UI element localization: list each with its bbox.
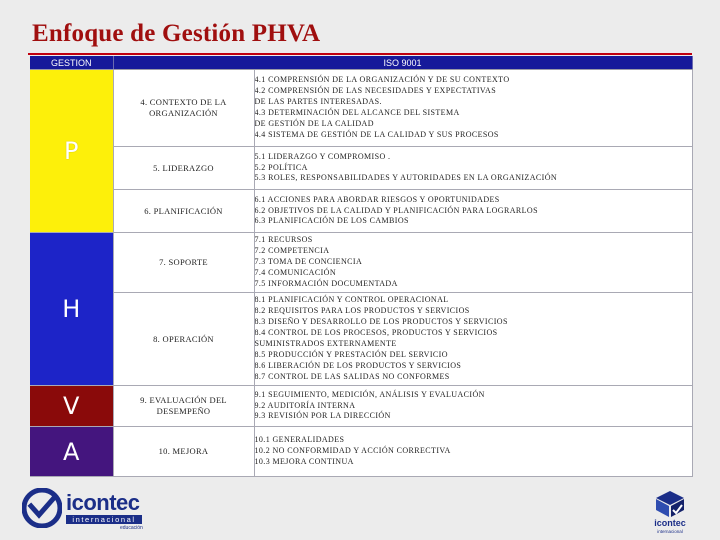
- item-line: 8.5 PRODUCCIÓN Y PRESTACIÓN DEL SERVICIO: [254, 349, 448, 359]
- table-row: [30, 147, 692, 190]
- clause-cell: 4. CONTEXTO DE LA ORGANIZACIÓN: [113, 70, 254, 147]
- phva-table: [30, 56, 693, 477]
- header-gestion: GESTION: [30, 56, 113, 70]
- item-line: 8.6 LIBERACIÓN DE LOS PRODUCTOS Y SERVICIOS: [254, 360, 462, 370]
- item-line: 9.2 AUDITORÍA INTERNA: [254, 400, 356, 410]
- clause-cell: 9. EVALUACIÓN DEL DESEMPEÑO: [113, 386, 254, 427]
- items-cell: [254, 190, 692, 233]
- item-line: DE GESTIÓN DE LA CALIDAD: [254, 118, 374, 128]
- items-cell: [254, 427, 692, 477]
- table-row: [30, 190, 692, 233]
- item-line: 6.3 PLANIFICACIÓN DE LOS CAMBIOS: [254, 216, 409, 226]
- logo-tagline: educación: [120, 525, 143, 531]
- clause-cell: 7. SOPORTE: [113, 233, 254, 293]
- icontec-logo-right: [648, 490, 692, 536]
- item-line: 4.1 COMPRENSIÓN DE LA ORGANIZACIÓN Y DE SU CONTEXTO: [254, 75, 510, 85]
- item-line: 7.3 TOMA DE CONCIENCIA: [254, 257, 363, 267]
- item-line: 4.2 COMPRENSIÓN DE LAS NECESIDADES Y EXPECTATIVAS: [254, 86, 497, 96]
- phase-p-cell: P: [30, 70, 113, 233]
- icontec-logo-left: [22, 488, 142, 534]
- icontec-mark-icon: [22, 488, 62, 528]
- items-cell: [254, 70, 692, 147]
- phase-h-cell: H: [30, 233, 113, 386]
- phase-a-cell: A: [30, 427, 113, 477]
- items-cell: [254, 233, 692, 293]
- item-line: 5.2 POLÍTICA: [254, 162, 308, 172]
- item-line: 7.4 COMUNICACIÓN: [254, 267, 337, 277]
- clause-cell: 5. LIDERAZGO: [113, 147, 254, 190]
- items-cell: [254, 293, 692, 386]
- table-row: [30, 427, 692, 477]
- item-line: 6.1 ACCIONES PARA ABORDAR RIESGOS Y OPORTUNIDADES: [254, 194, 500, 204]
- item-line: 5.1 LIDERAZGO Y COMPROMISO .: [254, 151, 391, 161]
- table-row: [30, 233, 692, 293]
- items-cell: [254, 386, 692, 427]
- item-line: 10.3 MEJORA CONTINUA: [254, 456, 354, 466]
- item-line: 4.4 SISTEMA DE GESTIÓN DE LA CALIDAD Y SUS PROCESOS: [254, 129, 499, 139]
- phase-v-cell: V: [30, 386, 113, 427]
- logo-wordmark: icontec: [654, 518, 686, 528]
- table-row: [30, 386, 692, 427]
- page-title: Enfoque de Gestión PHVA: [32, 20, 321, 47]
- item-line: DE LAS PARTES INTERESADAS.: [254, 97, 382, 107]
- item-line: 9.1 SEGUIMIENTO, MEDICIÓN, ANÁLISIS Y EVALUACIÓN: [254, 389, 485, 399]
- item-line: 10.2 NO CONFORMIDAD Y ACCIÓN CORRECTIVA: [254, 446, 451, 456]
- logo-wordmark: icontec: [66, 490, 140, 515]
- item-line: 6.2 OBJETIVOS DE LA CALIDAD Y PLANIFICACIÓN PARA LOGRARLOS: [254, 205, 538, 215]
- item-line: 8.3 DISEÑO Y DESARROLLO DE LOS PRODUCTOS Y SERVICIOS: [254, 317, 508, 327]
- title-underline: [28, 53, 692, 55]
- item-line: 10.1 GENERALIDADES: [254, 435, 345, 445]
- clause-cell: 8. OPERACIÓN: [113, 293, 254, 386]
- item-line: 9.3 REVISIÓN POR LA DIRECCIÓN: [254, 411, 391, 421]
- logo-subtitle: internacional: [66, 515, 142, 524]
- items-cell: [254, 147, 692, 190]
- item-line: 5.3 ROLES, RESPONSABILIDADES Y AUTORIDADES EN LA ORGANIZACIÓN: [254, 173, 558, 183]
- item-line: 4.3 DETERMINACIÓN DEL ALCANCE DEL SISTEMA: [254, 108, 460, 117]
- item-line: 8.4 CONTROL DE LOS PROCESOS, PRODUCTOS Y SERVICIOS: [254, 328, 498, 338]
- clause-cell: 6. PLANIFICACIÓN: [113, 190, 254, 233]
- logo-subtitle: internacional: [657, 529, 683, 534]
- item-line: 8.7 CONTROL DE LAS SALIDAS NO CONFORMES: [254, 371, 450, 381]
- clause-cell: 10. MEJORA: [113, 427, 254, 477]
- table-row: [30, 70, 692, 147]
- header-iso-9001: ISO 9001: [113, 56, 692, 70]
- icontec-cube-icon: [654, 490, 686, 518]
- table-header-row: [30, 56, 692, 70]
- item-line: 7.2 COMPETENCIA: [254, 246, 330, 256]
- item-line: SUMINISTRADOS EXTERNAMENTE: [254, 339, 397, 348]
- item-line: 8.1 PLANIFICACIÓN Y CONTROL OPERACIONAL: [254, 295, 449, 305]
- item-line: 7.1 RECURSOS: [254, 235, 313, 245]
- table-row: [30, 293, 692, 386]
- item-line: 8.2 REQUISITOS PARA LOS PRODUCTOS Y SERVICIOS: [254, 306, 470, 316]
- item-line: 7.5 INFORMACIÓN DOCUMENTADA: [254, 278, 398, 288]
